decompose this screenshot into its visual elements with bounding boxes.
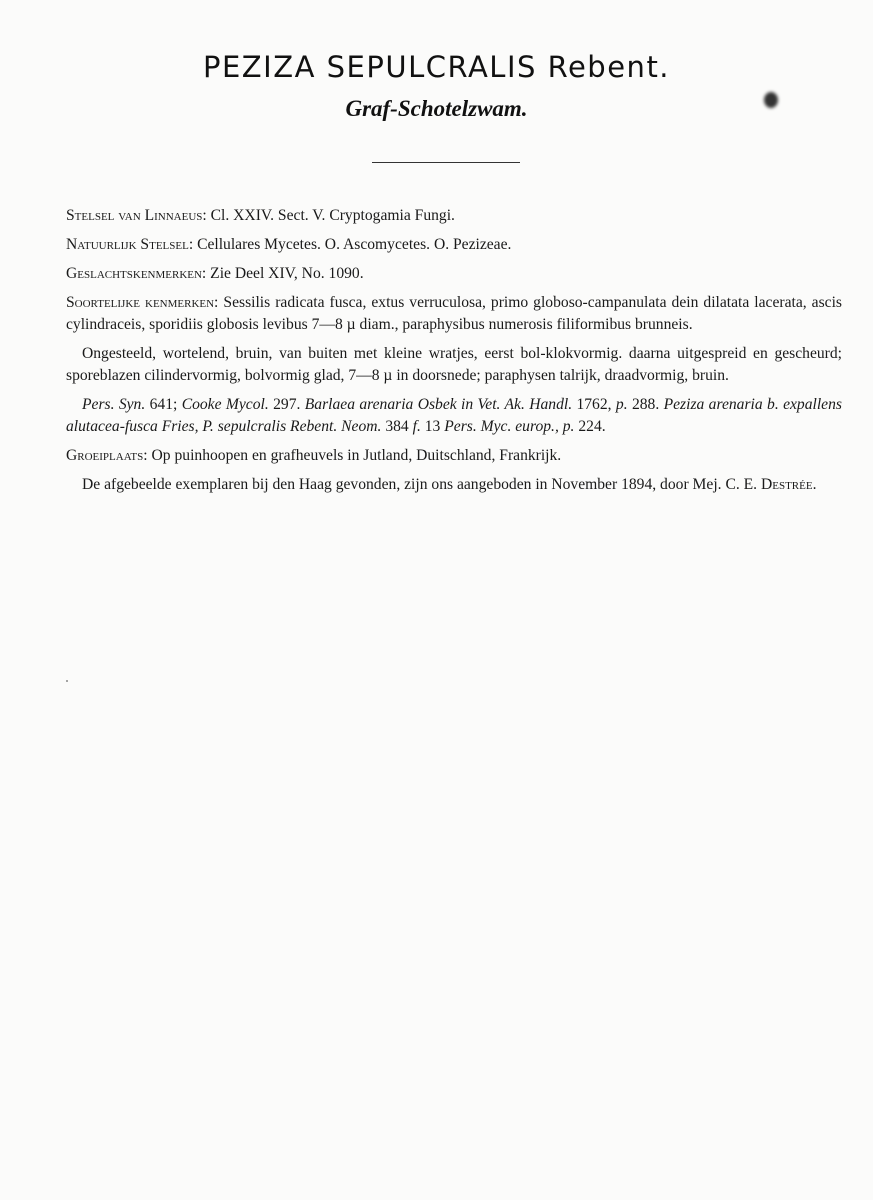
- habitat-line: [66, 445, 842, 467]
- ref-3: Barlaea arenaria Osbek in Vet. Ak. Handl.: [304, 396, 573, 413]
- provenance-text: De afgebeelde exemplaren bij den Haag gevonden, zijn ons aangeboden in November 1894, door Mej. C. E.: [82, 476, 761, 493]
- provenance-name: Destrée.: [760, 476, 817, 493]
- ref-3-num: 1762,: [572, 396, 616, 413]
- linnaeus-value: Cl. XXIV. Sect. V. Cryptogamia Fungi.: [210, 207, 455, 224]
- page-subtitle: Graf-Schotelzwam.: [345, 96, 528, 121]
- ref-4: Peziza arenaria b. expallens alutacea-fusca Fries, P. sepulcralis Rebent. Neom.: [66, 396, 842, 435]
- natural-system-line: [66, 234, 842, 256]
- ref-1: Pers. Syn.: [82, 396, 146, 413]
- species-latin: Sessilis radicata fusca, extus verruculosa, primo globoso-campanulata dein dilatata lacerata, ascis cylindraceis, sporidiis globosis levibus 7—8 µ diam., paraphysibus numerosis filiformibus brunneis.: [66, 294, 842, 333]
- provenance-paragraph: [66, 474, 842, 496]
- natural-system-label: Natuurlijk Stelsel:: [66, 236, 194, 253]
- genus-value: Zie Deel XIV, No. 1090.: [210, 265, 364, 282]
- species-latin-paragraph: [66, 292, 842, 336]
- habitat-label: Groeiplaats:: [66, 447, 148, 464]
- species-dutch-paragraph: Ongesteeld, wortelend, bruin, van buiten met kleine wratjes, eerst bol-klokvormig. daarna uitgespreid en gescheurd; sporeblazen cilindervormig, bolvormig glad, 7—8 µ in doorsnede; paraphysen talrijk, draadvormig, bruin.: [66, 345, 842, 384]
- ref-2-num: 297.: [268, 396, 305, 413]
- habitat-value: Op puinhoopen en grafheuvels in Jutland, Duitschland, Frankrijk.: [151, 447, 562, 464]
- ref-5: Pers. Myc. europ., p.: [444, 418, 575, 435]
- references-paragraph: [66, 394, 842, 438]
- ref-4-fnum: 13: [420, 418, 445, 435]
- genus-label: Geslachtskenmerken:: [66, 265, 207, 282]
- ink-spot: [764, 92, 778, 108]
- natural-system-value: Cellulares Mycetes. O. Ascomycetes. O. Pezizeae.: [197, 236, 512, 253]
- ref-3-pnum: 288.: [627, 396, 664, 413]
- genus-line: [66, 263, 842, 285]
- page-title: PEZIZA SEPULCRALIS Rebent.: [202, 50, 671, 84]
- species-label: Soortelijke kenmerken:: [66, 294, 219, 311]
- speck: [66, 680, 68, 682]
- linnaeus-line: [66, 205, 842, 227]
- ref-3-p: p.: [615, 396, 628, 413]
- ref-1-num: 641;: [145, 396, 182, 413]
- title-divider: [372, 162, 520, 163]
- ref-2: Cooke Mycol.: [181, 396, 269, 413]
- ref-5-num: 224.: [574, 418, 606, 435]
- linnaeus-label: Stelsel van Linnaeus:: [66, 207, 207, 224]
- document-body: [66, 205, 842, 503]
- ref-4-num: 384: [381, 418, 413, 435]
- ref-4-f: f.: [412, 418, 421, 435]
